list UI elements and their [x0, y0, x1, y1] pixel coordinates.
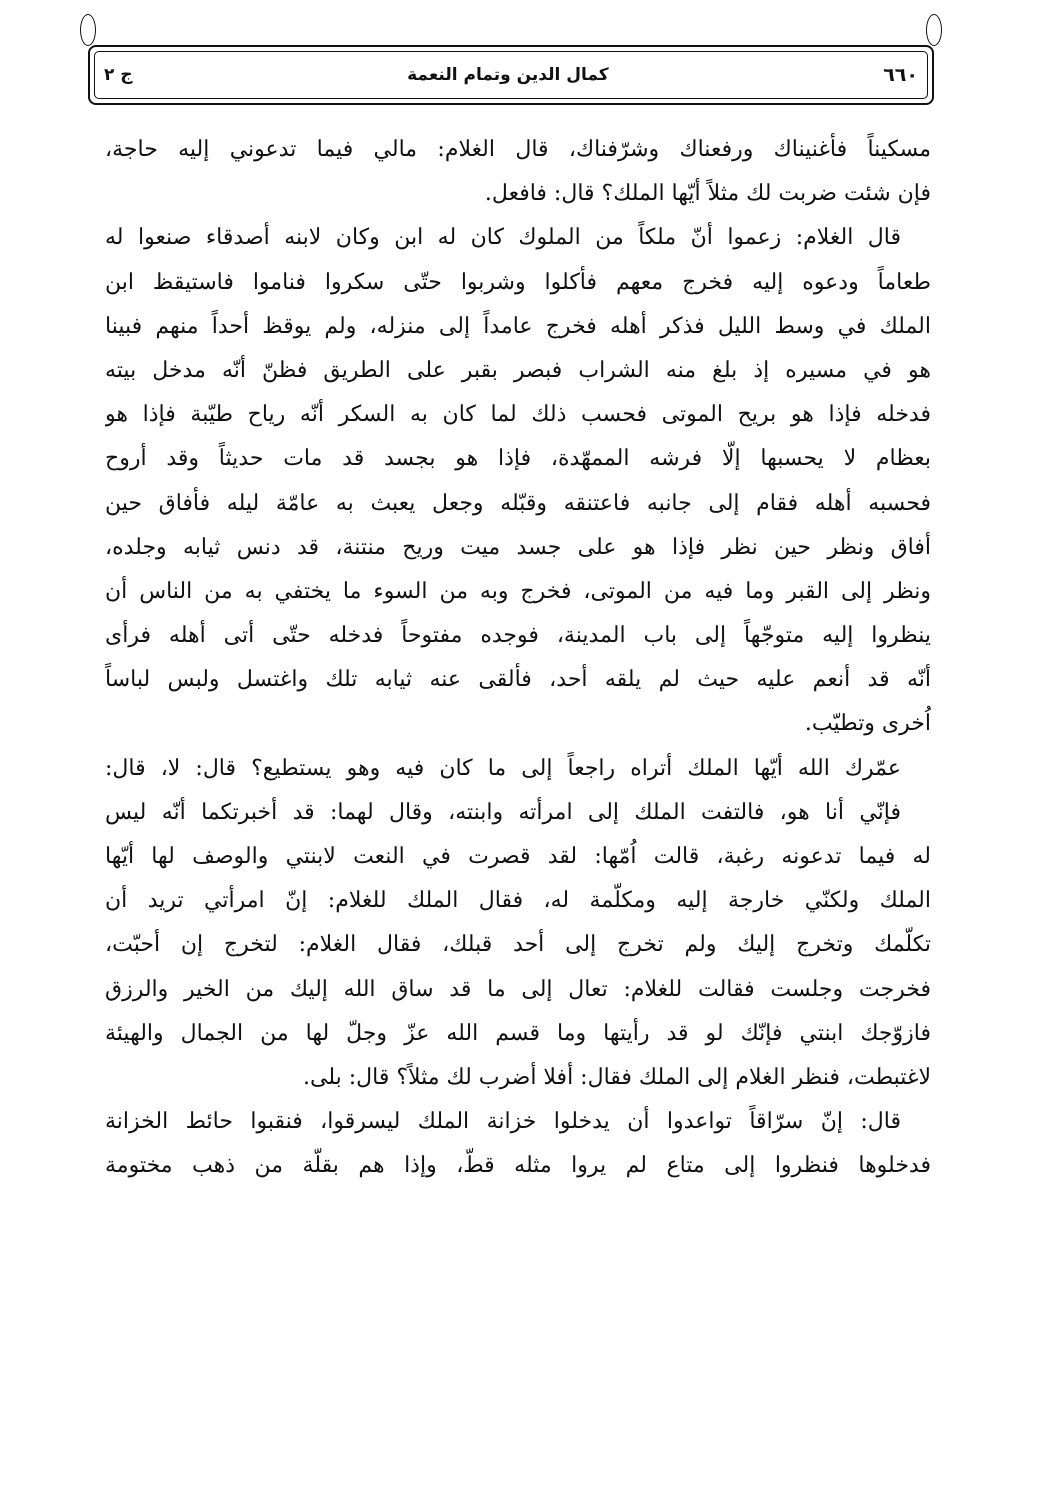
- text-line: أفاق ونظر حين نظر فإذا هو على جسد ميت وريح منتنة، قد دنس ثيابه وجلده،: [105, 534, 931, 560]
- book-title: كمال الدين وتمام النعمة: [407, 65, 609, 85]
- body-text: [105, 128, 931, 1189]
- text-line: فإن شئت ضربت لك مثلاً أيّها الملك؟ قال: فافعل.: [484, 181, 931, 207]
- text-line: قال الغلام: زعموا أنّ ملكاً من الملوك كان له ابن وكان لابنه أصدقاء صنعوا له: [105, 225, 901, 251]
- text-line: الملك ولكنّي خارجة إليه ومكلّمة له، فقال الملك للغلام: إنّ امرأتي تريد أن: [105, 888, 931, 914]
- volume-label: ج ٢: [104, 65, 133, 85]
- text-line: فحسبه أهله فقام إلى جانبه فاعتنقه وقبّله وجعل يعبث به عامّة ليله فأفاق حين: [105, 490, 931, 516]
- text-line: لاغتبطت، فنظر الغلام إلى الملك فقال: أفلا أضرب لك مثلاً؟ قال: بلى.: [303, 1064, 931, 1090]
- text-line: فدخله فإذا هو بريح الموتى فحسب ذلك لما كان به السكر أنّه رياح طيّبة فإذا هو: [105, 402, 931, 428]
- page-number: ٦٦٠: [883, 64, 918, 86]
- text-line: هو في مسيره إذ بلغ منه الشراب فبصر بقبر على الطريق فظنّ أنّه مدخل بيته: [105, 357, 931, 383]
- text-line: فخرجت وجلست فقالت للغلام: تعال إلى ما قد ساق الله إليك من الخير والرزق: [105, 976, 931, 1002]
- text-line: عمّرك الله أيّها الملك أتراه راجعاً إلى ما كان فيه وهو يستطيع؟ قال: لا، قال:: [105, 755, 901, 781]
- text-line: قال: إنّ سرّاقاً تواعدوا أن يدخلوا خزانة الملك ليسرقوا، فنقبوا حائط الخزانة: [105, 1109, 901, 1135]
- header-ornament-right: [926, 14, 942, 46]
- text-line: فازوّجك ابنتي فإنّك لو قد رأيتها وما قسم الله عزّ وجلّ لها من الجمال والهيئة: [105, 1020, 931, 1046]
- page-header: [88, 45, 934, 105]
- text-line: طعاماً ودعوه إليه فخرج معهم فأكلوا وشربوا حتّى سكروا فناموا فاستيقظ ابن: [105, 269, 931, 295]
- text-line: له فيما تدعونه رغبة، قالت اُمّها: لقد قصرت في النعت لابنتي والوصف لها أيّها: [105, 844, 931, 869]
- header-ornament-left: [80, 14, 96, 46]
- text-line: بعظام لا يحسبها إلّا فرشه الممهّدة، فإذا هو بجسد قد مات حديثاً وقد أروح: [105, 446, 931, 472]
- text-line: مسكيناً فأغنيناك ورفعناك وشرّفناك، قال الغلام: مالي فيما تدعوني إليه حاجة،: [105, 137, 931, 162]
- text-line: ينظروا إليه متوجّهاً إلى باب المدينة، فوجده مفتوحاً فدخله حتّى أتى أهله فرأى: [105, 623, 931, 649]
- text-line: الملك في وسط الليل فذكر أهله فخرج عامداً إلى منزله، ولم يوقظ أحداً منهم فبينا: [105, 313, 931, 339]
- text-line: اُخرى وتطيّب.: [804, 711, 931, 737]
- text-line: تكلّمك وتخرج إليك ولم تخرج إلى أحد قبلك، فقال الغلام: لتخرج إن أحبّت،: [105, 932, 931, 958]
- text-line: فدخلوها فنظروا إلى متاع لم يروا مثله قطّ، وإذا هم بقلّة من ذهب مختومة: [105, 1153, 931, 1179]
- text-line: ونظر إلى القبر وما فيه من الموتى، فخرج وبه من السوء ما يختفي به من الناس أن: [105, 578, 931, 604]
- text-line: فإنّي أنا هو، فالتفت الملك إلى امرأته وابنته، وقال لهما: قد أخبرتكما أنّه ليس: [105, 799, 902, 825]
- text-line: أنّه قد أنعم عليه حيث لم يلقه أحد، فألقى عنه ثيابه تلك واغتسل ولبس لباساً: [105, 667, 931, 693]
